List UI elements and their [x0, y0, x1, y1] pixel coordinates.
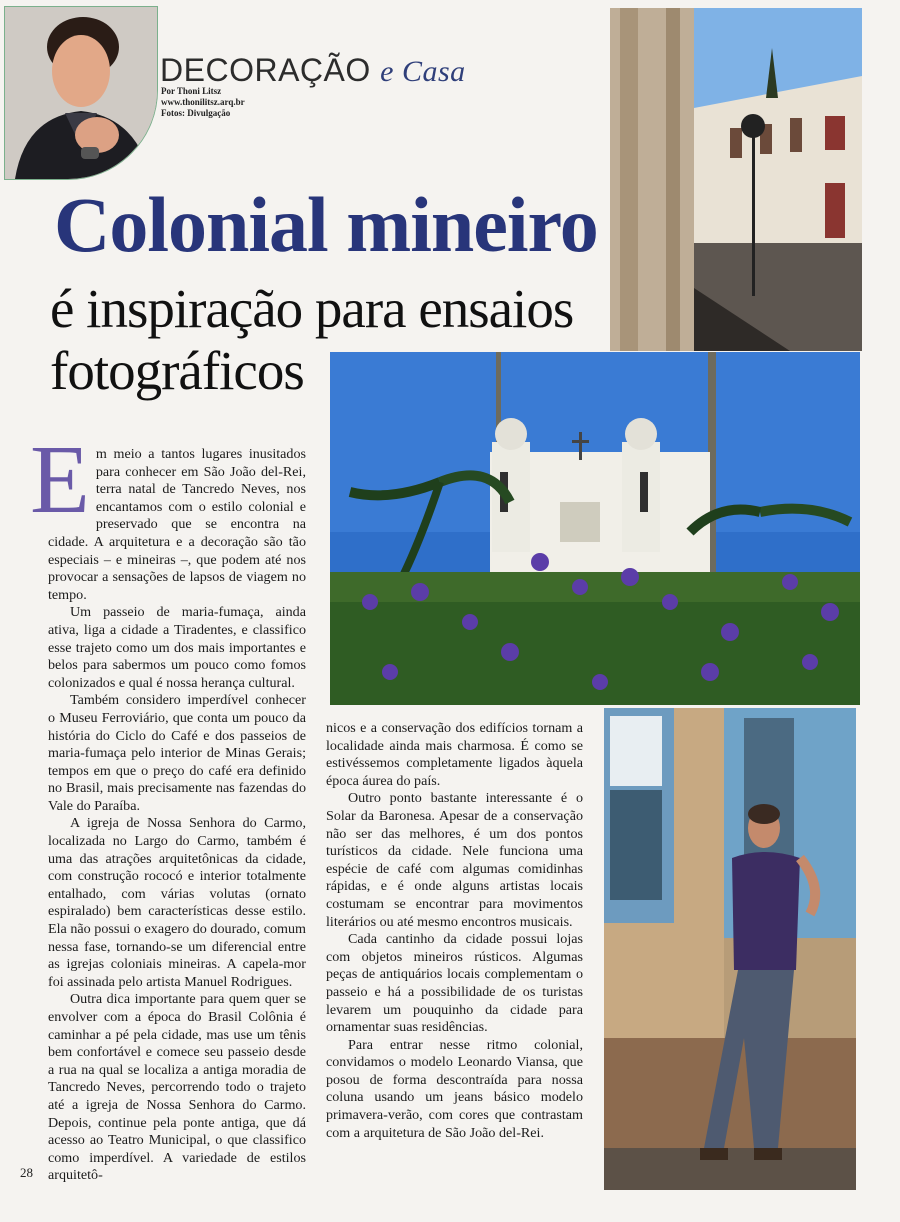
church-photo — [330, 352, 860, 705]
paragraph: Para entrar nesse ritmo colonial, convidamos o modelo Leonardo Viansa, que posou de forma descontraída para nossa coluna usando um jeans básico modelo primavera-verão, com cores que contrastam com a arquitetura de São João del-Rei. — [326, 1036, 583, 1141]
byline — [161, 86, 245, 119]
paragraph: nicos e a conservação dos edifícios tornam a localidade ainda mais charmosa. É como se estivéssemos completamente ligados àquela época áurea do país. — [326, 720, 583, 789]
headline-main: Colonial mineiro — [54, 181, 598, 268]
paragraph: Também considero imperdível conhecer o Museu Ferroviário, que conta um pouco da história do Ciclo do Café e dos passeios de maria-fumaça pelo interior de Minas Gerais; tempos em que o preço do café era definido no Brasil, mais precisamente nas fazendas do Vale do Paraíba. — [48, 692, 306, 814]
paragraph: Um passeio de maria-fumaça, ainda ativa, liga a cidade a Tiradentes, e classifico esse trajeto como um dos mais importantes e belos para sabermos um pouco como fomos colonizados e qual é nossa herança cultural. — [48, 604, 306, 691]
drop-cap: E — [30, 426, 90, 534]
author-portrait — [4, 6, 158, 180]
paragraph: Em meio a tantos lugares inusitados para conhecer em São João del-Rei, terra natal de Tancredo Neves, nos encantamos com o estilo colonial e preservado que se encontra na cidade. A arquitetura e a decoração são tão especiais – e mineiras –, que podem até nos provocar a sensações de lapsos de viagem no tempo. — [30, 426, 306, 603]
section-title — [160, 52, 466, 89]
byline-author: Por Thoni Litsz — [161, 86, 222, 96]
paragraph: A igreja de Nossa Senhora do Carmo, localizada no Largo do Carmo, também é uma das atrações arquitetônicas da cidade, com construção rococó e interior totalmente entalhado, com várias volutas (ornato espiralado) bem características desse estilo. Ela não possui o exagero do dourado, comum nessa fase, tornando-se um diferencial entre as igrejas coloniais mineiras. A capela-mor foi assinada pelo artista Manuel Rodrigues. — [48, 815, 306, 990]
street-photo — [610, 8, 862, 351]
headline-sub: é inspiração para ensaios fotográficos — [50, 278, 574, 401]
article-column-1 — [30, 426, 306, 1185]
byline-website: www.thonilitsz.arq.br — [161, 97, 245, 107]
article-column-2 — [326, 720, 583, 1142]
paragraph: Outro ponto bastante interessante é o Solar da Baronesa. Apesar de a conservação não ser das melhores, é um dos pontos turísticos da cidade. Nele funciona uma espécie de café com algumas comidinhas rápidas, e é onde alguns artistas locais costumam se encontrar para movimentos literários ou até mesmo encontros musicais. — [326, 790, 583, 930]
section-title-connector: e Casa — [380, 55, 466, 88]
byline-photo-credit: Fotos: Divulgação — [161, 108, 231, 118]
model-photo — [604, 708, 856, 1190]
paragraph: Cada cantinho da cidade possui lojas com objetos mineiros rústicos. Algumas peças de antiquários locais complementam o passeio e há a possibilidade de os turistas levarem um pouquinho da cidade para ornamentar suas residências. — [326, 931, 583, 1036]
section-title-main: DECORAÇÃO — [160, 52, 371, 88]
paragraph: Outra dica importante para quem quer se envolver com a época do Brasil Colônia é caminhar a pé pela cidade, mas use um tênis bem confortável e comece seu passeio desde a rua na qual se localiza a antiga moradia de Tancredo Neves, percorrendo todo o trajeto até a igreja de Nossa Senhora do Carmo. Depois, continue pela ponte antiga, que dá acesso ao Teatro Municipal, o que classifico como imperdível. A variedade de estilos arquitetô- — [48, 991, 306, 1184]
page-number: 28 — [20, 1165, 33, 1180]
